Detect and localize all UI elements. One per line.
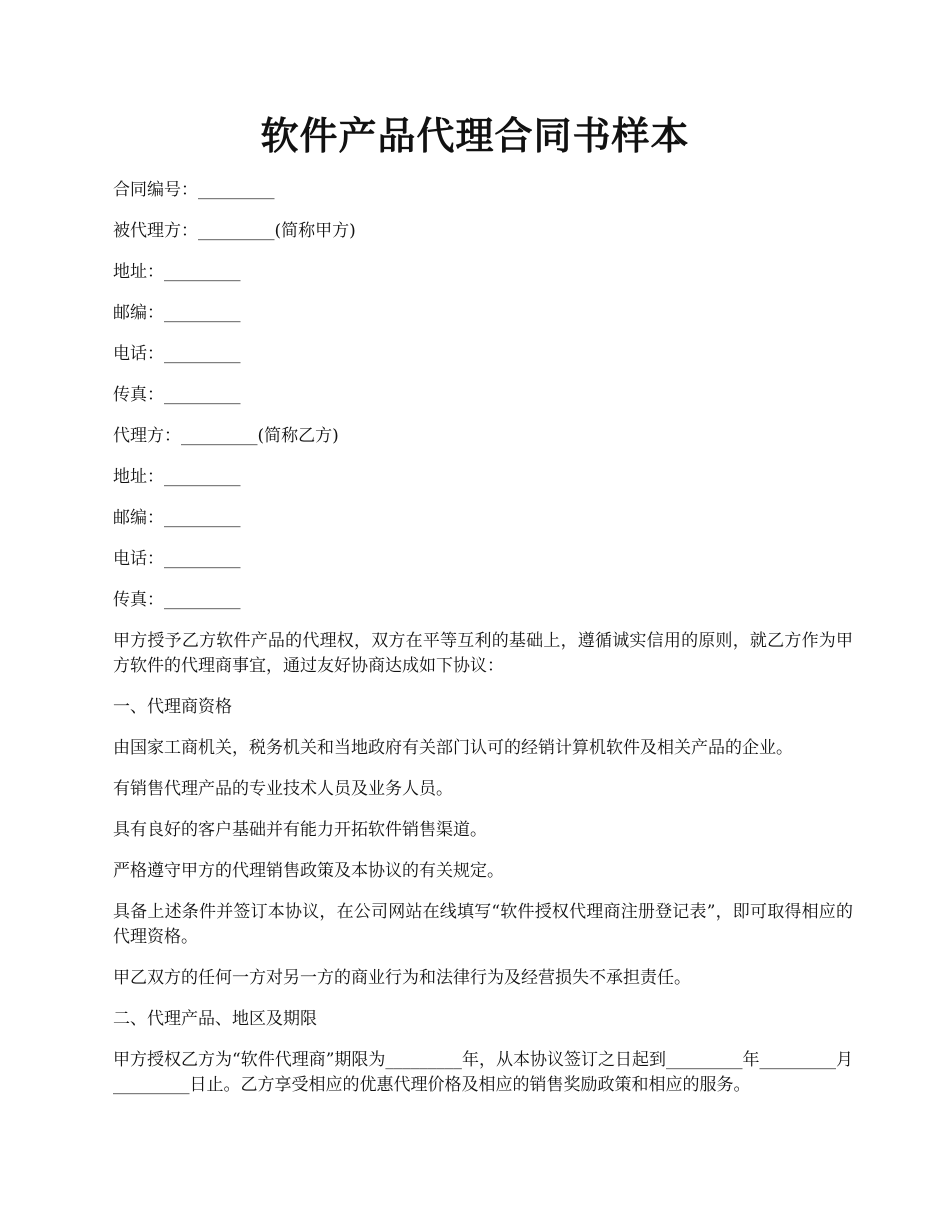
principal-fax-field: 传真：_________ (113, 385, 241, 405)
agent-phone-field: 电话：_________ (113, 549, 241, 569)
agent-fax-field: 传真：_________ (113, 590, 241, 610)
intro-paragraph: 甲方授予乙方软件产品的代理权，双方在平等互利的基础上，遵循诚实信用的原则，就乙方作为甲方软件的代理商事宜，通过友好协商达成如下协议： (113, 631, 853, 676)
section-1-item: 由国家工商机关，税务机关和当地政府有关部门认可的经销计算机软件及相关产品的企业。 (113, 738, 793, 758)
document-title: 软件产品代理合同书样本 (260, 113, 690, 158)
contract-number-field: 合同编号：_________ (113, 180, 275, 200)
agent-postcode-field: 邮编：_________ (113, 508, 241, 528)
principal-postcode-field: 邮编：_________ (113, 303, 241, 323)
agent-party-field: 代理方：_________(简称乙方) (113, 426, 339, 446)
principal-phone-field: 电话：_________ (113, 344, 241, 364)
section-1-item: 严格遵守甲方的代理销售政策及本协议的有关规定。 (113, 861, 504, 881)
section-1-item: 具备上述条件并签订本协议，在公司网站在线填写“软件授权代理商注册登记表”，即可取得相应的代理资格。 (113, 902, 853, 947)
section-1-item: 甲乙双方的任何一方对另一方的商业行为和法律行为及经营损失不承担责任。 (113, 968, 691, 988)
document-body (113, 178, 853, 1114)
agent-address-field: 地址：_________ (113, 467, 241, 487)
section-1-heading: 一、代理商资格 (113, 697, 232, 717)
section-1-item: 有销售代理产品的专业技术人员及业务人员。 (113, 779, 453, 799)
principal-party-field: 被代理方：_________(简称甲方) (113, 221, 356, 241)
section-1-item: 具有良好的客户基础并有能力开拓软件销售渠道。 (113, 820, 487, 840)
principal-address-field: 地址：_________ (113, 262, 241, 282)
section-2-heading: 二、代理产品、地区及期限 (113, 1009, 317, 1029)
section-2-paragraph: 甲方授权乙方为“软件代理商”期限为_________年，从本协议签订之日起到_________年_________月_________日止。乙方享受相应的优惠代理价格及相应的销售奖励政策和相应的服务。 (113, 1050, 853, 1095)
